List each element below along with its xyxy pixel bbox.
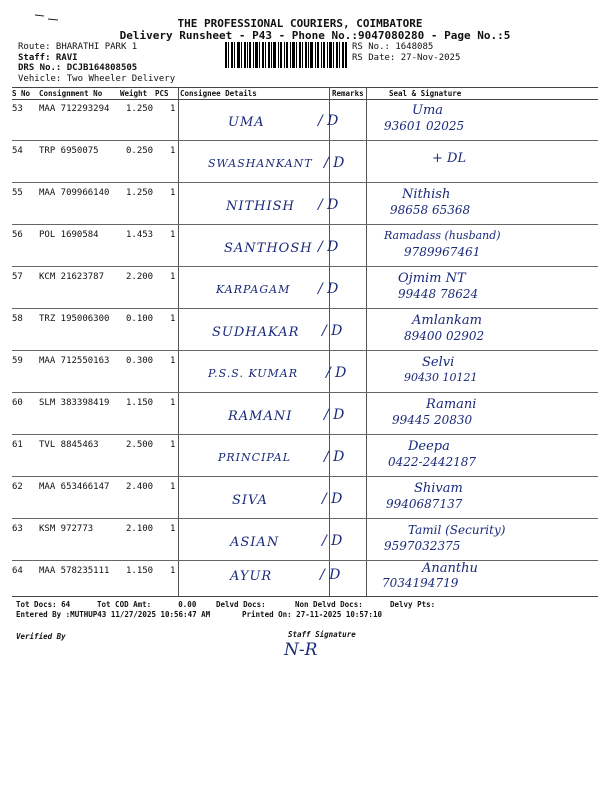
- rs-number: RS No.: 1648085: [352, 42, 434, 52]
- handwritten-remark: / D: [326, 365, 347, 381]
- table-row: [12, 519, 598, 561]
- handwritten-consignee: RAMANI: [228, 409, 293, 424]
- row-pcs: 1: [170, 104, 176, 114]
- handwritten-phone: 9789967461: [404, 245, 481, 259]
- handwritten-consignee: SIVA: [232, 493, 268, 508]
- handwritten-remark: / D: [318, 281, 339, 297]
- col-pcs: PCS: [155, 89, 169, 98]
- handwritten-consignee: ASIAN: [230, 535, 280, 550]
- table-row: [12, 267, 598, 309]
- col-consignment: Consignment No: [39, 89, 103, 98]
- row-pcs: 1: [170, 398, 176, 408]
- handwritten-consignee: P.S.S. KUMAR: [208, 367, 299, 380]
- handwritten-signature: Ananthu: [422, 561, 478, 576]
- route-label: Route: BHARATHI PARK 1: [18, 42, 138, 52]
- row-consignment: MAA 653466147: [39, 482, 110, 492]
- row-pcs: 1: [170, 566, 176, 576]
- company-title: THE PROFESSIONAL COURIERS, COIMBATORE: [177, 17, 423, 30]
- col-remarks: Remarks: [332, 89, 364, 98]
- row-consignment: TRZ 195006300: [39, 314, 110, 324]
- row-pcs: 1: [170, 230, 176, 240]
- row-pcs: 1: [170, 188, 176, 198]
- col-weight: Weight: [120, 89, 148, 98]
- handwritten-phone: 99448 78624: [398, 287, 479, 301]
- table-row: [12, 183, 598, 225]
- row-sno: 55: [12, 188, 23, 198]
- staff-signature-label: Staff Signature: [288, 630, 356, 639]
- table-row: [12, 351, 598, 393]
- handwritten-signature: Uma: [412, 103, 444, 118]
- row-weight: 2.200: [126, 272, 154, 282]
- route-info: [18, 42, 175, 84]
- entered-by: Entered By :MUTHUP43 11/27/2025 10:56:47 AM: [16, 610, 211, 619]
- handwritten-phone: 93601 02025: [384, 119, 465, 133]
- row-sno: 59: [12, 356, 23, 366]
- row-weight: 1.453: [126, 230, 154, 240]
- rs-info: [352, 42, 460, 63]
- row-weight: 1.150: [126, 398, 154, 408]
- row-pcs: 1: [170, 272, 176, 282]
- row-weight: 1.250: [126, 104, 154, 114]
- verified-by-label: Verified By: [16, 632, 66, 641]
- handwritten-phone: 7034194719: [382, 576, 459, 590]
- handwritten-consignee: AYUR: [230, 569, 273, 584]
- handwritten-phone: 98658 65368: [390, 203, 471, 217]
- row-sno: 64: [12, 566, 23, 576]
- handwritten-phone: 90430 10121: [404, 371, 478, 384]
- handwritten-remark: / D: [318, 197, 339, 213]
- vehicle-label: Vehicle: Two Wheeler Delivery: [18, 73, 176, 84]
- row-consignment: POL 1690584: [39, 230, 99, 240]
- row-sno: 53: [12, 104, 23, 114]
- row-weight: 2.100: [126, 524, 154, 534]
- table-row: [12, 225, 598, 267]
- handwritten-phone: 89400 02902: [404, 329, 485, 343]
- handwritten-remark: / D: [324, 407, 345, 423]
- handwritten-remark: / D: [322, 491, 343, 507]
- handwritten-phone: 9597032375: [384, 539, 461, 553]
- row-sno: 61: [12, 440, 23, 450]
- col-seal-signature: Seal & Signature: [389, 89, 462, 98]
- row-sno: 56: [12, 230, 23, 240]
- row-sno: 63: [12, 524, 23, 534]
- row-consignment: MAA 578235111: [39, 566, 110, 576]
- handwritten-signature: Ramani: [426, 397, 477, 412]
- row-weight: 1.250: [126, 188, 154, 198]
- row-pcs: 1: [170, 146, 176, 156]
- row-pcs: 1: [170, 524, 176, 534]
- handwritten-signature: Tamil (Security): [408, 523, 506, 537]
- row-weight: 0.250: [126, 146, 154, 156]
- delivered-docs: Delvd Docs:: [216, 600, 266, 609]
- row-weight: 1.150: [126, 566, 154, 576]
- handwritten-consignee: NITHISH: [226, 199, 295, 214]
- table-row: [12, 141, 598, 183]
- row-pcs: 1: [170, 314, 176, 324]
- handwritten-remark: / D: [320, 567, 341, 583]
- delivery-points: Delvy Pts:: [390, 600, 436, 609]
- row-sno: 57: [12, 272, 23, 282]
- row-sno: 54: [12, 146, 23, 156]
- rs-date: RS Date: 27-Nov-2025: [352, 52, 461, 63]
- handwritten-signature: Ojmim NT: [398, 271, 466, 286]
- row-consignment: SLM 383398419: [39, 398, 110, 408]
- handwritten-consignee: PRINCIPAL: [218, 451, 292, 464]
- handwritten-signature: Shivam: [414, 481, 463, 496]
- row-consignment: KSM 972773: [39, 524, 94, 534]
- handwritten-signature: Selvi: [422, 355, 455, 370]
- handwritten-phone: 99445 20830: [392, 413, 473, 427]
- row-consignment: TVL 8845463: [39, 440, 99, 450]
- row-consignment: TRP 6950075: [39, 146, 99, 156]
- runsheet-subtitle: Delivery Runsheet - P43 - Phone No.:9047080280 - Page No.:5: [119, 29, 511, 42]
- handwritten-remark: / D: [318, 113, 339, 129]
- table-row: [12, 435, 598, 477]
- handwritten-consignee: SUDHAKAR: [212, 325, 300, 340]
- non-delivered-docs: Non Delvd Docs:: [295, 600, 363, 609]
- row-weight: 0.300: [126, 356, 154, 366]
- handwritten-phone: 0422-2442187: [388, 455, 477, 469]
- handwritten-signature: Deepa: [408, 439, 450, 454]
- drs-number: DRS No.: DCJB164808505: [18, 63, 138, 73]
- handwritten-signature: Ramadass (husband): [384, 229, 501, 242]
- row-weight: 2.400: [126, 482, 154, 492]
- row-consignment: MAA 709966140: [39, 188, 110, 198]
- col-sno: S No: [12, 89, 31, 98]
- row-pcs: 1: [170, 440, 176, 450]
- staff-label: Staff: RAVI: [18, 52, 78, 63]
- handwritten-signature: + DL: [432, 151, 467, 166]
- row-consignment: MAA 712293294: [39, 104, 110, 114]
- handwritten-remark: / D: [324, 449, 345, 465]
- handwritten-remark: / D: [318, 239, 339, 255]
- row-weight: 2.500: [126, 440, 154, 450]
- handwritten-remark: / D: [324, 155, 345, 171]
- row-pcs: 1: [170, 482, 176, 492]
- table-row: [12, 99, 598, 141]
- handwritten-signature: Nithish: [402, 187, 451, 202]
- barcode-icon: [225, 42, 347, 68]
- tot-cod-amount: Tot COD Amt: 0.00: [97, 600, 197, 609]
- handwritten-phone: 9940687137: [386, 497, 463, 511]
- handwritten-consignee: KARPAGAM: [216, 283, 291, 296]
- handwritten-consignee: SANTHOSH: [224, 241, 313, 256]
- handwritten-consignee: UMA: [228, 115, 265, 130]
- col-consignee: Consignee Details: [180, 89, 257, 98]
- row-consignment: KCM 21623787: [39, 272, 105, 282]
- row-weight: 0.100: [126, 314, 154, 324]
- table-row: [12, 561, 598, 597]
- row-sno: 62: [12, 482, 23, 492]
- printed-on: Printed On: 27-11-2025 10:57:10: [242, 610, 382, 619]
- row-sno: 60: [12, 398, 23, 408]
- table-row: [12, 309, 598, 351]
- row-sno: 58: [12, 314, 23, 324]
- handwritten-signature: Amlankam: [412, 313, 482, 328]
- tot-docs: Tot Docs: 64: [16, 600, 71, 609]
- table-row: [12, 393, 598, 435]
- handwritten-remark: / D: [322, 533, 343, 549]
- row-pcs: 1: [170, 356, 176, 366]
- table-row: [12, 477, 598, 519]
- handwritten-remark: / D: [322, 323, 343, 339]
- staff-signature-mark: N-R: [284, 640, 318, 660]
- handwritten-consignee: SWASHANKANT: [208, 157, 313, 170]
- row-consignment: MAA 712550163: [39, 356, 110, 366]
